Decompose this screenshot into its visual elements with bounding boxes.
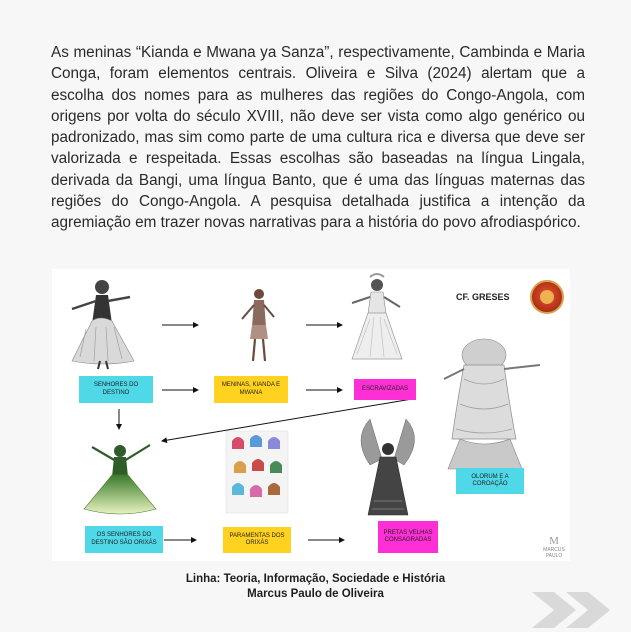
figure-drawing xyxy=(52,269,570,561)
label-meninas: MENINAS, KIANDA E MWANA xyxy=(214,376,288,403)
senhores-costume-illustration xyxy=(72,280,134,369)
label-olorum: OLORUM E A COROAÇÃO xyxy=(456,468,524,494)
label-pretas-velhas: PRETAS VELHAS CONSAGRADAS xyxy=(378,521,438,553)
pretas-velhas-costume-illustration xyxy=(361,419,415,515)
footer-line: Linha: Teoria, Informação, Sociedade e História xyxy=(185,573,446,585)
olorum-costume-illustration xyxy=(444,339,540,469)
body-paragraph: As meninas “Kianda e Mwana ya Sanza”, respectivamente, Cambinda e Maria Conga, foram elementos centrais. Oliveira e Silva (2024) alertam que a escolha dos nomes para as mulheres das regiões do Congo-Angola, com origens por volta do século XVIII, não deve ser vista como algo genérico ou padronizado, mas sim como parte de uma cultura rica e diversa que deve ser valorizada e respeitada. Essas escolhas são baseadas na língua Lingala, derivada da Bangi, uma língua Banto, que é uma das línguas maternas das regiões do Congo-Angola. A pesquisa detalhada justifica a intenção da agremiação em trazer novas narrativas para a história do povo afrodiaspórico. xyxy=(51,44,585,232)
school-emblem-icon xyxy=(530,280,564,314)
footer-author: Marcus Paulo de Oliveira xyxy=(247,588,384,600)
label-senhores-do-destino: SENHORES DO DESTINO xyxy=(79,376,153,403)
senhores-orixas-costume-illustration xyxy=(84,445,156,514)
escravizadas-costume-illustration xyxy=(352,274,402,359)
meninas-costume-illustration xyxy=(242,289,274,361)
paramentas-illustration xyxy=(226,431,288,513)
figure-credit: CF. GRESES xyxy=(456,292,510,302)
label-senhores-orixas: OS SENHORES DO DESTINO SÃO ORIXÁS xyxy=(85,526,163,553)
label-paramentas: PARAMENTAS DOS ORIXÁS xyxy=(223,527,291,553)
author-watermark: M MARCUS PAULO xyxy=(543,535,565,559)
label-escravizadas: ESCRAVIZADAS xyxy=(354,379,416,400)
costume-flow-figure xyxy=(52,269,570,561)
next-chevron-icon[interactable] xyxy=(532,588,628,628)
